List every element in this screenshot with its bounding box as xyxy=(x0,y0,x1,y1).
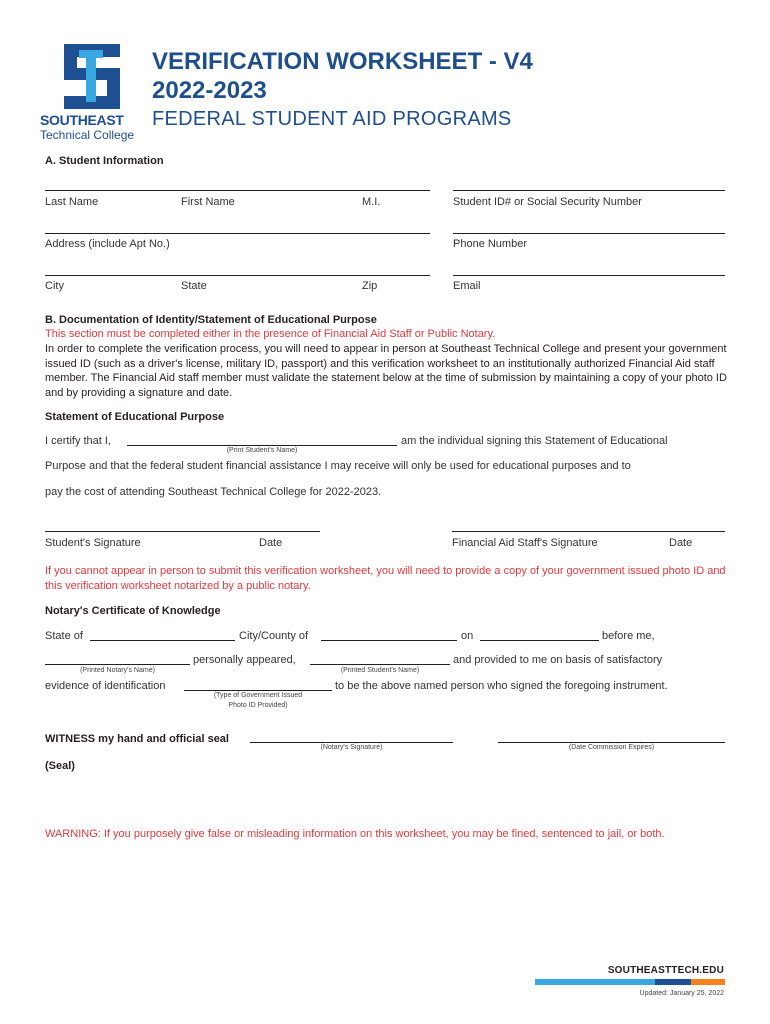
notary-name-line[interactable] xyxy=(45,664,190,665)
logo-mark xyxy=(62,44,122,110)
notary-date-line[interactable] xyxy=(480,640,599,641)
name-line[interactable] xyxy=(45,190,430,191)
purpose-line1: Purpose and that the federal student financial assistance I may receive will only be used for educational purposes and to xyxy=(45,460,631,472)
staff-signature-line[interactable] xyxy=(452,531,725,532)
printed-student-name-caption: (Printed Student's Name) xyxy=(340,667,420,674)
phone-line[interactable] xyxy=(453,233,725,234)
notary-state-line[interactable] xyxy=(90,640,235,641)
witness-label: WITNESS my hand and official seal xyxy=(45,733,229,745)
zip-label: Zip xyxy=(362,280,378,292)
false-info-warning: WARNING: If you purposely give false or misleading information on this worksheet, you may be fined, sentenced to jail, or both. xyxy=(45,828,665,840)
certify-suffix: am the individual signing this Statement of Educational xyxy=(401,435,668,447)
phone-label: Phone Number xyxy=(453,238,527,250)
inperson-warning: If you cannot appear in person to submit this verification worksheet, you will need to provide a copy of your government issued photo ID and this verification worksheet notarized by a public notary. xyxy=(45,565,726,592)
mi-label: M.I. xyxy=(362,196,381,208)
page-subtitle: FEDERAL STUDENT AID PROGRAMS xyxy=(152,108,512,130)
footer-bar-orange xyxy=(691,979,725,985)
student-signature-label: Student's Signature xyxy=(45,537,141,549)
page-title-line1: VERIFICATION WORKSHEET - V4 xyxy=(152,48,533,75)
state-label: State xyxy=(181,280,207,292)
id-type-caption-1: (Type of Government Issued xyxy=(213,692,303,699)
student-date-label: Date xyxy=(259,537,283,549)
last-name-label: Last Name xyxy=(45,196,99,208)
student-id-label: Student ID# or Social Security Number xyxy=(453,196,642,208)
personally-appeared-label: personally appeared, xyxy=(193,654,296,666)
section-b-red-note: This section must be completed either in the presence of Financial Aid Staff or Public Notary. xyxy=(45,328,496,340)
seal-label: (Seal) xyxy=(45,760,75,772)
student-signature-line[interactable] xyxy=(45,531,320,532)
before-me-label: before me, xyxy=(602,630,655,642)
section-b-paragraph: In order to complete the verification process, you will need to appear in person at Southeast Technical College and present your government issued ID (such as a driver's license, military ID, passport) and this verification worksheet to an institutionally authorized Financial Aid staff member. The Financial Aid staff member must validate the statement below at the time of submission by maintaining a copy of your photo ID and by providing a signature and date. xyxy=(45,343,727,399)
to-be-label: to be the above named person who signed the foregoing instrument. xyxy=(335,680,668,692)
notary-heading: Notary's Certificate of Knowledge xyxy=(45,605,221,617)
footer-bar-navy xyxy=(655,979,691,985)
address-line[interactable] xyxy=(45,233,430,234)
id-type-caption-2: Photo ID Provided) xyxy=(228,702,288,709)
city-label: City xyxy=(45,280,64,292)
staff-signature-label: Financial Aid Staff's Signature xyxy=(452,537,598,549)
commission-expires-line[interactable] xyxy=(498,742,725,743)
certify-prefix: I certify that I, xyxy=(45,435,112,447)
printed-notary-name-caption: (Printed Notary's Name) xyxy=(80,667,155,674)
id-type-line[interactable] xyxy=(184,690,332,691)
notary-signature-line[interactable] xyxy=(250,742,453,743)
notary-city-line[interactable] xyxy=(321,640,457,641)
footer-website[interactable]: SOUTHEASTTECH.EDU xyxy=(607,965,724,976)
page-title-line2: 2022-2023 xyxy=(152,77,267,104)
logo-subtitle: Technical College xyxy=(40,128,135,142)
state-of-label: State of xyxy=(45,630,83,642)
print-name-caption: (Print Student's Name) xyxy=(226,447,298,454)
city-county-label: City/County of xyxy=(239,630,309,642)
email-label: Email xyxy=(453,280,481,292)
notary-signature-caption: (Notary's Signature) xyxy=(320,744,383,751)
logo-wordmark: SOUTHEAST xyxy=(40,112,124,128)
section-b-heading: B. Documentation of Identity/Statement of Educational Purpose xyxy=(45,314,377,326)
statement-heading: Statement of Educational Purpose xyxy=(45,411,225,423)
city-state-zip-line[interactable] xyxy=(45,275,430,276)
provided-basis-label: and provided to me on basis of satisfactory xyxy=(453,654,663,666)
first-name-label: First Name xyxy=(181,196,235,208)
on-label: on xyxy=(461,630,474,642)
commission-expires-caption: (Date Commission Expires) xyxy=(568,744,655,751)
college-logo xyxy=(40,44,144,140)
footer-updated: Updated: January 25, 2022 xyxy=(639,990,724,997)
address-label: Address (include Apt No.) xyxy=(45,238,170,250)
print-student-name-line[interactable] xyxy=(127,445,397,446)
footer-color-bar xyxy=(535,979,725,985)
evidence-label: evidence of identification xyxy=(45,680,166,692)
email-line[interactable] xyxy=(453,275,725,276)
staff-date-label: Date xyxy=(669,537,693,549)
purpose-line2: pay the cost of attending Southeast Technical College for 2022-2023. xyxy=(45,486,382,498)
student-name-line[interactable] xyxy=(310,664,450,665)
student-id-line[interactable] xyxy=(453,190,725,191)
footer-bar-light-blue xyxy=(535,979,655,985)
section-a-heading: A. Student Information xyxy=(45,155,164,167)
